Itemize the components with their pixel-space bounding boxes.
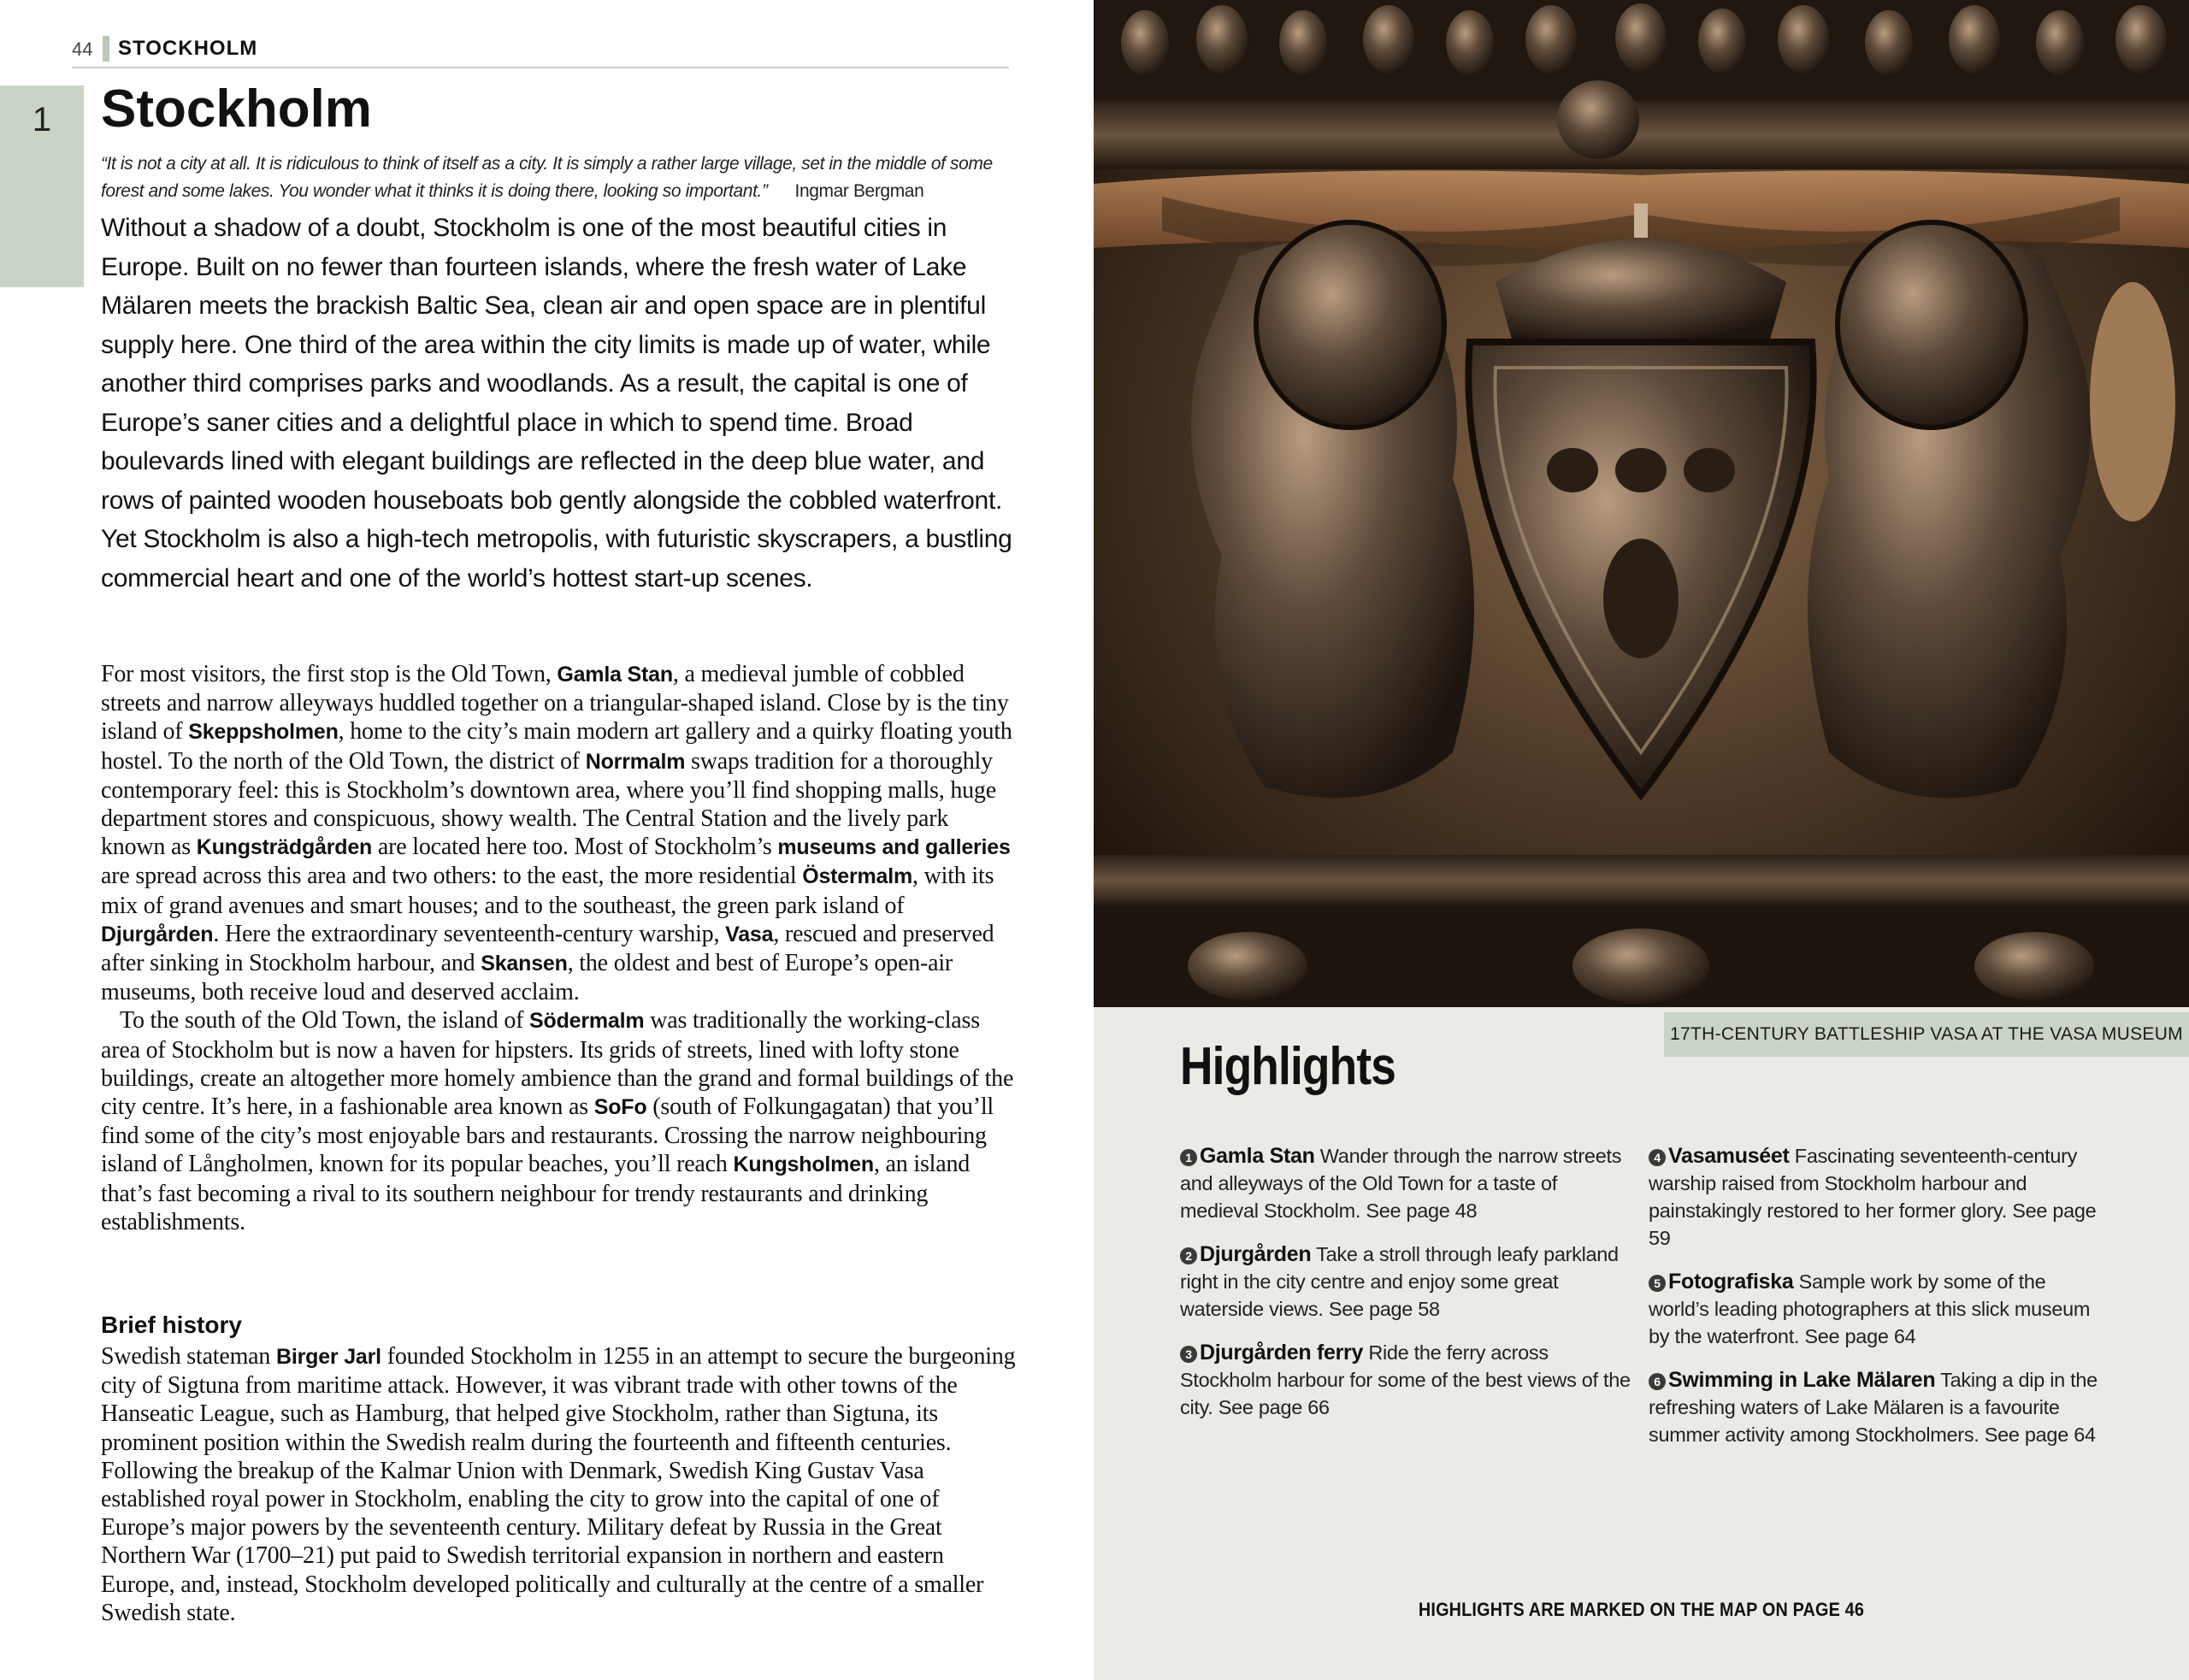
highlight-text: Fascinating seventeenth-century warship raised from Stockholm harbour and painstakingly restored to her former glory. See page 59 — [1649, 1145, 2097, 1249]
running-head-title: STOCKHOLM — [118, 37, 258, 60]
highlight-item — [1180, 1142, 1633, 1224]
body-paragraph — [101, 660, 1016, 1006]
highlight-text: Wander through the narrow streets and alleyways of the Old Town for a taste of medieval Stockholm. See page 48 — [1180, 1145, 1622, 1222]
highlight-text: Ride the ferry across Stockholm harbour for some of the best views of the city. See page 66 — [1180, 1341, 1631, 1418]
map-note: HIGHLIGHTS ARE MARKED ON THE MAP ON PAGE 46 — [1418, 1599, 1865, 1620]
right-page — [1094, 0, 2189, 1680]
epigraph — [101, 150, 1011, 205]
text-run: For most visitors, the first stop is the Old Town, — [101, 661, 558, 687]
left-page — [0, 0, 1093, 1680]
highlight-item — [1649, 1268, 2102, 1350]
chapter-number: 1 — [32, 101, 52, 139]
vasa-carving-photo — [1094, 0, 2189, 1007]
chapter-tab — [0, 85, 84, 287]
highlights-column-2 — [1649, 1142, 2102, 1465]
highlight-text: Taking a dip in the refreshing waters of Lake Mälaren is a favourite summer activity among Stockholmers. See page 64 — [1649, 1369, 2098, 1446]
keyword: Skeppsholmen — [188, 720, 339, 745]
keyword: Östermalm — [802, 864, 913, 889]
epigraph-author: Ingmar Bergman — [794, 181, 924, 201]
highlight-text: Sample work by some of the world’s leading photographers at this slick museum by the waterfront. See page 64 — [1649, 1270, 2091, 1347]
highlight-name: Fotografiska — [1668, 1270, 1794, 1294]
highlight-name: Gamla Stan — [1200, 1144, 1315, 1168]
chapter-title: Stockholm — [101, 80, 372, 139]
history-heading: Brief history — [101, 1312, 242, 1338]
highlight-item — [1180, 1241, 1633, 1323]
text-run: , with its mix of grand avenues and smart houses; and to the southeast, the green park island of — [101, 863, 994, 919]
keyword: Södermalm — [529, 1009, 645, 1034]
keyword: Kungsholmen — [733, 1152, 874, 1177]
text-run: are located here too. Most of Stockholm’s — [372, 834, 778, 861]
highlights-title: Highlights — [1180, 1037, 1396, 1096]
highlights-column-1 — [1180, 1142, 1633, 1437]
highlight-text: Take a stroll through leafy parkland right in the city centre and enjoy some great waterside views. See page 58 — [1180, 1243, 1619, 1320]
highlight-number: 2 — [1180, 1247, 1197, 1264]
text-run: are spread across this area and two others: to the east, the more residential — [101, 863, 803, 890]
body-paragraph — [101, 1006, 1016, 1236]
highlight-name: Vasamuséet — [1668, 1144, 1790, 1168]
history-paragraph — [101, 1342, 1016, 1627]
keyword: Kungsträdgården — [196, 835, 373, 860]
highlight-item — [1649, 1142, 2102, 1252]
page-number: 44 — [72, 38, 93, 60]
highlight-item — [1649, 1366, 2102, 1448]
text-run: (south of Folkungagatan) that you’ll find some of the city’s most enjoyable bars and restaurants. Crossing the narrow neighbouring island of Långholmen, known for its popular beaches, you’ll reach — [101, 1093, 994, 1178]
keyword: museums and galleries — [777, 835, 1011, 860]
keyword: SoFo — [593, 1095, 647, 1120]
text-run: Swedish stateman — [101, 1343, 277, 1370]
text-run: was traditionally the working-class area of Stockholm but is now a haven for hipsters. Its grids of streets, lined with lofty stone buildings, create an altogether more homely ambience than the grand and formal buildings of the city centre. It’s here, in a fashionable area known as — [101, 1007, 1014, 1121]
text-run: , home to the city’s main modern art gallery and a quirky floating youth hostel. To the north of the Old Town, the district of — [101, 718, 1012, 775]
highlight-name: Swimming in Lake Mälaren — [1668, 1368, 1936, 1392]
keyword: Djurgården — [101, 922, 214, 946]
keyword: Gamla Stan — [557, 663, 673, 687]
keyword: Norrmalm — [585, 749, 686, 774]
text-run: founded Stockholm in 1255 in an attempt to secure the burgeoning city of Sigtuna from maritime attack. However, it was vibrant trade with other towns of the Hanseatic League, such as Hamburg, that helped give Stockholm, rather than Sigtuna, its prominent position within the Swedish realm during the fourteenth and fifteenth centuries. Following the breakup of the Kalmar Union with Denmark, Swedish King Gustav Vasa established royal power in Stockholm, enabling the city to grow into the capital of one of Europe’s major powers by the seventeenth century. Military defeat by Russia in the Great Northern War (1700–21) put paid to Swedish territorial expansion in northern and eastern Europe, and, instead, Stockholm developed politically and culturally at the centre of a smaller Swedish state. — [101, 1343, 1016, 1626]
keyword: Vasa — [725, 922, 774, 946]
text-run: , a medieval jumble of cobbled streets and narrow alleyways huddled together on a triangular-shaped island. Close by is the tiny island of — [101, 661, 1009, 746]
highlight-item — [1180, 1339, 1633, 1421]
text-run: swaps tradition for a thoroughly contemporary feel: this is Stockholm’s downtown area, where you’ll find shopping malls, huge department stores and conspicuous, showy wealth. The Central Station and the lively park known as — [101, 747, 996, 861]
intro-paragraph: Without a shadow of a doubt, Stockholm is one of the most beautiful cities in Europe. Built on no fewer than fourteen islands, where the fresh water of Lake Mälaren meets the brackish Baltic Sea, clean air and open space are in plentiful supply here. One third of the area within the city limits is made up of water, while another third comprises parks and woodlands. As a result, the capital is one of Europe’s saner cities and a delightful place in which to spend time. Broad boulevards lined with elegant buildings are reflected in the deep blue water, and rows of painted wooden houseboats bob gently alongside the cobbled waterfront. Yet Stockholm is also a high-tech metropolis, with futuristic skyscrapers, a bustling commercial heart and one of the world’s hottest start-up scenes. — [101, 214, 1012, 592]
text-run: , an island that’s fast becoming a rival to its southern neighbour for trendy restaurants and drinking establishments. — [101, 1151, 971, 1235]
epigraph-quote: “It is not a city at all. It is ridiculous to think of itself as a city. It is simply a rather large village, set in the middle of some forest and some lakes. You wonder what it thinks it is doing there, looking so important.” — [101, 154, 993, 201]
text-run: . Here the extraordinary seventeenth-century warship, — [213, 920, 726, 947]
text-run: , rescued and preserved after sinking in Stockholm harbour, and — [101, 920, 994, 977]
text-run: To the south of the Old Town, the island of — [120, 1007, 530, 1035]
highlight-number: 5 — [1649, 1275, 1666, 1292]
photo-caption: 17TH-CENTURY BATTLESHIP VASA AT THE VASA MUSEUM — [1664, 1012, 2189, 1057]
highlight-number: 4 — [1649, 1149, 1666, 1166]
running-head — [72, 32, 1009, 68]
highlight-name: Djurgården ferry — [1200, 1341, 1364, 1365]
text-run: , the oldest and best of Europe’s open-air museums, both receive loud and deserved acclaim. — [101, 950, 953, 1006]
highlight-name: Djurgården — [1200, 1242, 1312, 1266]
body-text — [101, 660, 1016, 1236]
highlight-number: 6 — [1649, 1373, 1666, 1390]
running-head-accent — [103, 36, 109, 62]
highlight-number: 3 — [1180, 1346, 1197, 1363]
keyword: Skansen — [481, 952, 568, 976]
keyword: Birger Jarl — [276, 1345, 381, 1369]
highlight-number: 1 — [1180, 1149, 1197, 1166]
